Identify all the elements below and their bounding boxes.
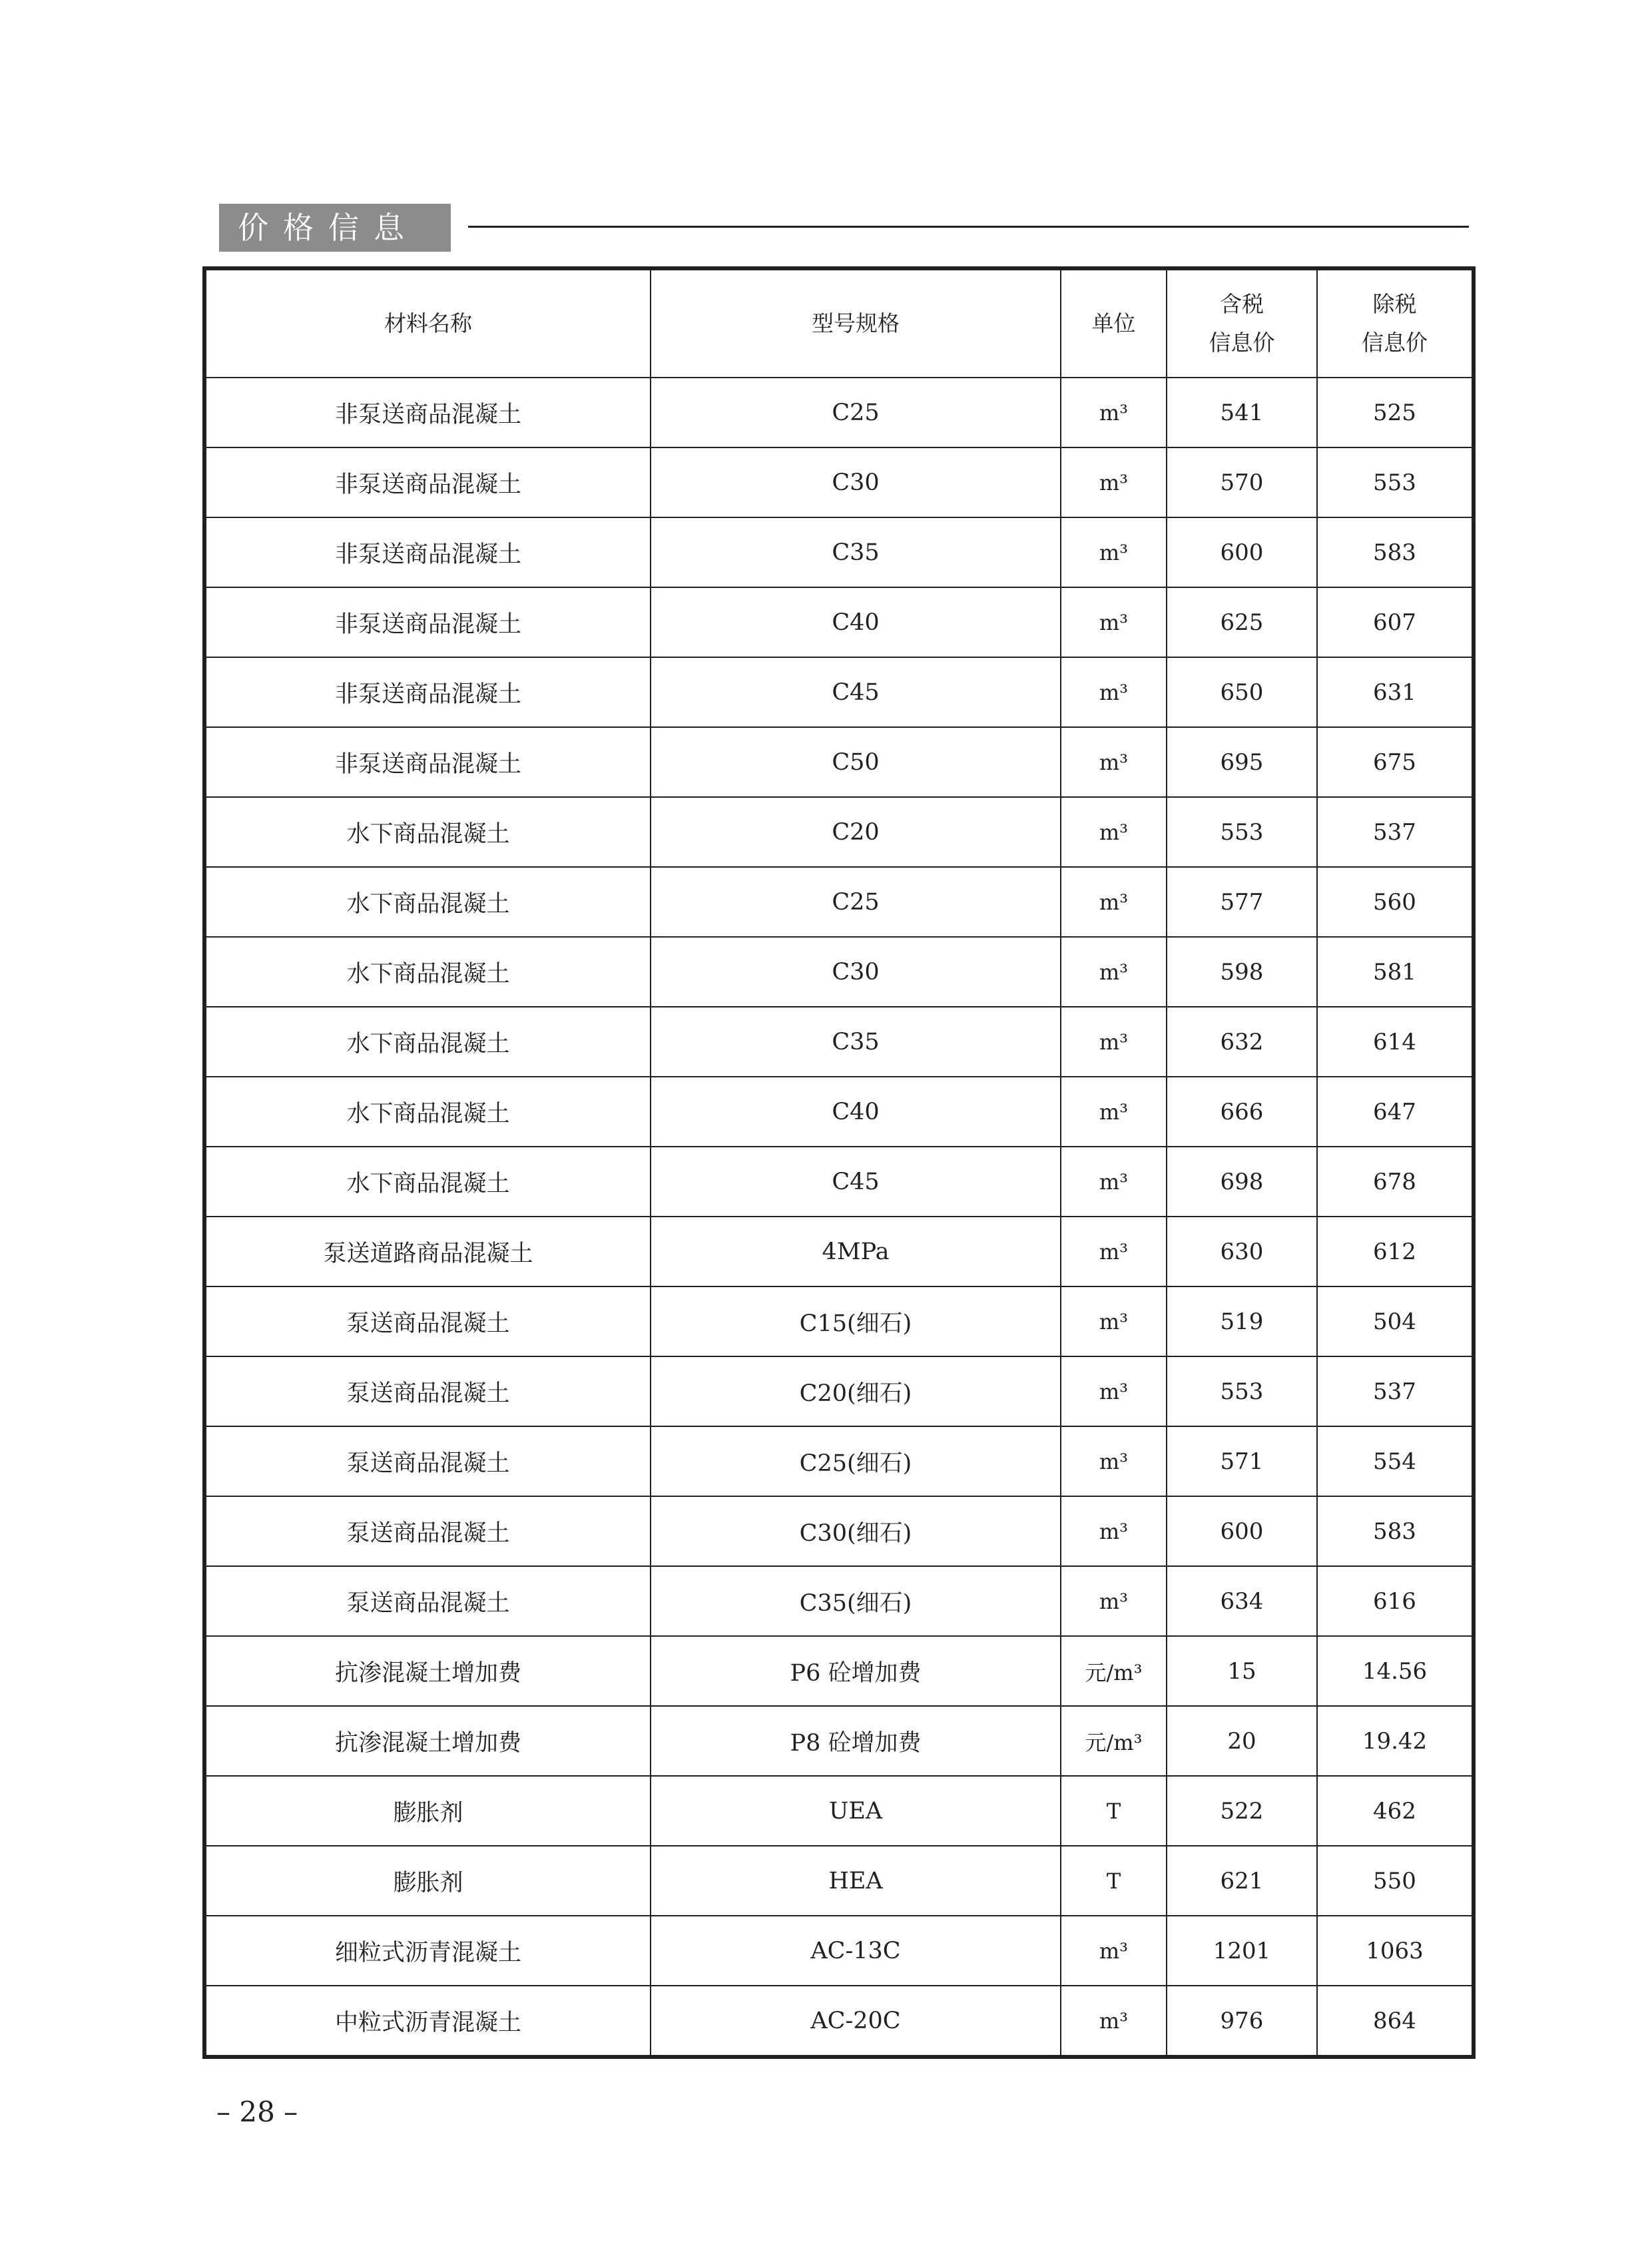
material-name-cell: 非泵送商品混凝土 [204, 378, 651, 447]
price-tax-included-cell: 600 [1167, 1496, 1317, 1566]
spec-cell: C25(细石) [651, 1426, 1061, 1496]
table-row [204, 587, 1474, 657]
table-row [204, 937, 1474, 1007]
material-name-cell: 水下商品混凝土 [204, 1007, 651, 1077]
spec-cell: P8 砼增加费 [651, 1706, 1061, 1776]
table-row [204, 1077, 1474, 1147]
spec-cell: 4MPa [651, 1217, 1061, 1286]
spec-cell: C20(细石) [651, 1356, 1061, 1426]
page-number: – 28 – [216, 2096, 298, 2128]
price-tax-included-cell: 666 [1167, 1077, 1317, 1147]
unit-cell: m³ [1061, 1566, 1167, 1636]
price-tax-excluded-cell: 504 [1317, 1286, 1474, 1356]
price-tax-excluded-cell: 560 [1317, 867, 1474, 937]
material-name-cell: 膨胀剂 [204, 1776, 651, 1846]
table-row [204, 517, 1474, 587]
table-row [204, 867, 1474, 937]
spec-cell: C35 [651, 517, 1061, 587]
price-tax-excluded-cell: 612 [1317, 1217, 1474, 1286]
spec-cell: C35(细石) [651, 1566, 1061, 1636]
spec-cell: C50 [651, 727, 1061, 797]
price-tax-included-cell: 650 [1167, 657, 1317, 727]
column-header-line: 信息价 [1362, 330, 1428, 356]
price-tax-included-cell: 600 [1167, 517, 1317, 587]
price-tax-included-cell: 15 [1167, 1636, 1317, 1706]
unit-cell: m³ [1061, 1217, 1167, 1286]
table-row [204, 1356, 1474, 1426]
column-header-line: 除税 [1372, 291, 1417, 317]
price-tax-excluded-cell: 631 [1317, 657, 1474, 727]
unit-cell: m³ [1061, 937, 1167, 1007]
material-name-cell: 抗渗混凝土增加费 [204, 1636, 651, 1706]
unit-cell: 元/m³ [1061, 1706, 1167, 1776]
price-tax-included-cell: 1201 [1167, 1916, 1317, 1986]
material-name-cell: 水下商品混凝土 [204, 1077, 651, 1147]
unit-cell: T [1061, 1776, 1167, 1846]
unit-cell: m³ [1061, 657, 1167, 727]
price-tax-excluded-cell: 14.56 [1317, 1636, 1474, 1706]
unit-cell: m³ [1061, 867, 1167, 937]
price-tax-excluded-cell: 19.42 [1317, 1706, 1474, 1776]
section-title: 价格信息 [219, 204, 451, 252]
price-tax-excluded-cell: 553 [1317, 447, 1474, 517]
price-tax-included-cell: 541 [1167, 378, 1317, 447]
material-name-cell: 水下商品混凝土 [204, 1147, 651, 1217]
spec-cell: UEA [651, 1776, 1061, 1846]
column-header-unit: 单位 [1061, 268, 1167, 378]
price-tax-included-cell: 577 [1167, 867, 1317, 937]
header-divider [468, 226, 1469, 228]
table-row [204, 1007, 1474, 1077]
price-table [202, 266, 1476, 2059]
unit-cell: m³ [1061, 1496, 1167, 1566]
spec-cell: C30 [651, 447, 1061, 517]
spec-cell: C40 [651, 1077, 1061, 1147]
material-name-cell: 泵送商品混凝土 [204, 1286, 651, 1356]
unit-cell: m³ [1061, 1356, 1167, 1426]
price-tax-excluded-cell: 647 [1317, 1077, 1474, 1147]
unit-cell: m³ [1061, 727, 1167, 797]
spec-cell: C45 [651, 1147, 1061, 1217]
price-tax-included-cell: 553 [1167, 1356, 1317, 1426]
column-header-name: 材料名称 [204, 268, 651, 378]
price-tax-excluded-cell: 614 [1317, 1007, 1474, 1077]
column-header-price-tax-included [1167, 268, 1317, 378]
unit-cell: T [1061, 1846, 1167, 1916]
price-tax-included-cell: 598 [1167, 937, 1317, 1007]
spec-cell: AC-20C [651, 1986, 1061, 2057]
price-tax-excluded-cell: 554 [1317, 1426, 1474, 1496]
price-tax-excluded-cell: 1063 [1317, 1916, 1474, 1986]
spec-cell: AC-13C [651, 1916, 1061, 1986]
price-tax-included-cell: 522 [1167, 1776, 1317, 1846]
material-name-cell: 非泵送商品混凝土 [204, 447, 651, 517]
price-tax-excluded-cell: 581 [1317, 937, 1474, 1007]
material-name-cell: 中粒式沥青混凝土 [204, 1986, 651, 2057]
unit-cell: m³ [1061, 1147, 1167, 1217]
spec-cell: C15(细石) [651, 1286, 1061, 1356]
price-tax-included-cell: 695 [1167, 727, 1317, 797]
spec-cell: C30(细石) [651, 1496, 1061, 1566]
header-row [204, 268, 1474, 378]
table-row [204, 1986, 1474, 2057]
unit-cell: m³ [1061, 1426, 1167, 1496]
spec-cell: C35 [651, 1007, 1061, 1077]
unit-cell: m³ [1061, 517, 1167, 587]
table-header [204, 268, 1474, 378]
price-tax-included-cell: 625 [1167, 587, 1317, 657]
table-row [204, 1217, 1474, 1286]
material-name-cell: 细粒式沥青混凝土 [204, 1916, 651, 1986]
material-name-cell: 泵送商品混凝土 [204, 1566, 651, 1636]
material-name-cell: 泵送道路商品混凝土 [204, 1217, 651, 1286]
spec-cell: C30 [651, 937, 1061, 1007]
material-name-cell: 非泵送商品混凝土 [204, 657, 651, 727]
price-tax-included-cell: 519 [1167, 1286, 1317, 1356]
price-tax-included-cell: 634 [1167, 1566, 1317, 1636]
unit-cell: m³ [1061, 447, 1167, 517]
price-tax-excluded-cell: 616 [1317, 1566, 1474, 1636]
price-tax-excluded-cell: 583 [1317, 1496, 1474, 1566]
unit-cell: m³ [1061, 1007, 1167, 1077]
unit-cell: m³ [1061, 797, 1167, 867]
spec-cell: C40 [651, 587, 1061, 657]
table-row [204, 1846, 1474, 1916]
price-tax-included-cell: 621 [1167, 1846, 1317, 1916]
price-tax-excluded-cell: 550 [1317, 1846, 1474, 1916]
price-tax-excluded-cell: 607 [1317, 587, 1474, 657]
table-row [204, 1286, 1474, 1356]
price-tax-excluded-cell: 678 [1317, 1147, 1474, 1217]
column-header-price-tax-excluded [1317, 268, 1474, 378]
table-row [204, 1776, 1474, 1846]
table-body [204, 378, 1474, 2057]
unit-cell: m³ [1061, 1986, 1167, 2057]
table-row [204, 727, 1474, 797]
table-row [204, 1147, 1474, 1217]
material-name-cell: 泵送商品混凝土 [204, 1356, 651, 1426]
price-tax-excluded-cell: 537 [1317, 797, 1474, 867]
material-name-cell: 抗渗混凝土增加费 [204, 1706, 651, 1776]
table-row [204, 447, 1474, 517]
table-row [204, 1636, 1474, 1706]
unit-cell: 元/m³ [1061, 1636, 1167, 1706]
table-row [204, 378, 1474, 447]
price-tax-included-cell: 571 [1167, 1426, 1317, 1496]
price-tax-included-cell: 630 [1167, 1217, 1317, 1286]
material-name-cell: 泵送商品混凝土 [204, 1426, 651, 1496]
column-header-spec: 型号规格 [651, 268, 1061, 378]
unit-cell: m³ [1061, 1916, 1167, 1986]
table-row [204, 1916, 1474, 1986]
spec-cell: C25 [651, 378, 1061, 447]
table-row [204, 1706, 1474, 1776]
price-tax-included-cell: 976 [1167, 1986, 1317, 2057]
price-tax-included-cell: 632 [1167, 1007, 1317, 1077]
material-name-cell: 膨胀剂 [204, 1846, 651, 1916]
material-name-cell: 非泵送商品混凝土 [204, 517, 651, 587]
spec-cell: P6 砼增加费 [651, 1636, 1061, 1706]
unit-cell: m³ [1061, 1077, 1167, 1147]
price-tax-included-cell: 553 [1167, 797, 1317, 867]
price-tax-included-cell: 570 [1167, 447, 1317, 517]
material-name-cell: 水下商品混凝土 [204, 937, 651, 1007]
material-name-cell: 非泵送商品混凝土 [204, 587, 651, 657]
spec-cell: C45 [651, 657, 1061, 727]
spec-cell: C20 [651, 797, 1061, 867]
table-row [204, 1566, 1474, 1636]
material-name-cell: 水下商品混凝土 [204, 797, 651, 867]
material-name-cell: 非泵送商品混凝土 [204, 727, 651, 797]
price-tax-excluded-cell: 525 [1317, 378, 1474, 447]
price-tax-excluded-cell: 864 [1317, 1986, 1474, 2057]
price-tax-excluded-cell: 537 [1317, 1356, 1474, 1426]
table-row [204, 1426, 1474, 1496]
price-tax-excluded-cell: 675 [1317, 727, 1474, 797]
table-row [204, 1496, 1474, 1566]
column-header-line: 信息价 [1209, 330, 1275, 356]
table-row [204, 657, 1474, 727]
spec-cell: C25 [651, 867, 1061, 937]
material-name-cell: 泵送商品混凝土 [204, 1496, 651, 1566]
unit-cell: m³ [1061, 1286, 1167, 1356]
material-name-cell: 水下商品混凝土 [204, 867, 651, 937]
unit-cell: m³ [1061, 587, 1167, 657]
unit-cell: m³ [1061, 378, 1167, 447]
price-tax-excluded-cell: 462 [1317, 1776, 1474, 1846]
price-tax-included-cell: 20 [1167, 1706, 1317, 1776]
price-tax-included-cell: 698 [1167, 1147, 1317, 1217]
table-row [204, 797, 1474, 867]
spec-cell: HEA [651, 1846, 1061, 1916]
price-tax-excluded-cell: 583 [1317, 517, 1474, 587]
column-header-line: 含税 [1220, 291, 1264, 317]
